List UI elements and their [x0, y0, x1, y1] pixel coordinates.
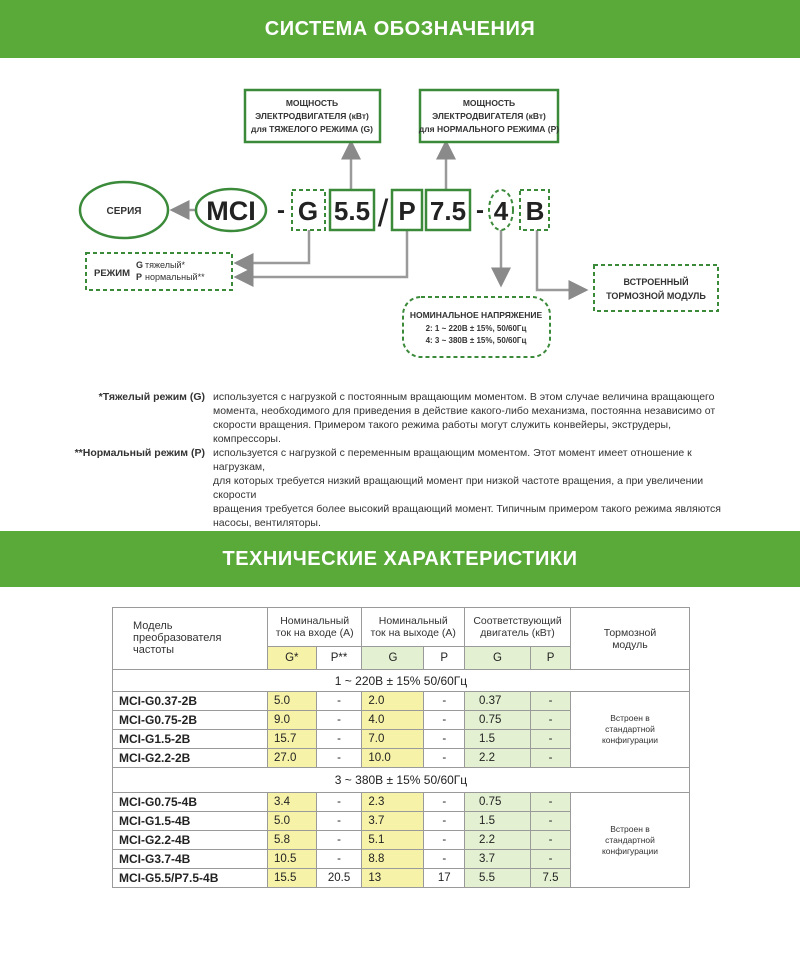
code-p-value: 7.5: [429, 196, 467, 226]
cell-in-p: -: [316, 850, 362, 869]
mode-label: РЕЖИМ: [94, 268, 131, 279]
code-dash-1: -: [277, 197, 285, 224]
brake-note-line: Встроен в: [610, 713, 650, 723]
brake-note-line: стандартной: [605, 724, 655, 734]
cell-motor-g: 0.75: [465, 793, 531, 812]
cell-motor-p: -: [531, 749, 571, 768]
cell-motor-g: 1.5: [465, 812, 531, 831]
code-slash: /: [377, 193, 389, 235]
cell-out-p: -: [424, 793, 465, 812]
sub-header-cell: P: [424, 647, 465, 670]
voltage-title: НОМИНАЛЬНОЕ НАПРЯЖЕНИЕ: [409, 310, 543, 320]
heavy-line: используется с нагрузкой с постоянным вращающим моментом. В этом случае величина вращающего: [213, 391, 715, 403]
cell-motor-p: -: [531, 850, 571, 869]
voltage-line1: 2: 1 ~ 220В ± 15%, 50/60Гц: [425, 324, 527, 333]
brake-note-line: конфигурации: [601, 845, 659, 856]
cell-in-g: 5.0: [268, 692, 317, 711]
code-g-value: 5.5: [333, 196, 371, 226]
cell-motor-p: -: [531, 812, 571, 831]
normal-power-line3: для НОРМАЛЬНОГО РЕЖИМА (P): [418, 124, 560, 134]
sub-header-cell: G: [465, 647, 531, 670]
table-row: [113, 692, 690, 711]
cell-motor-g: 2.2: [465, 831, 531, 850]
cell-motor-g: 5.5: [465, 869, 531, 888]
brake-note-line: Встроен в: [610, 823, 650, 834]
model-cell: MCI-G2.2-4B: [113, 831, 268, 850]
cell-out-p: -: [424, 831, 465, 850]
header-input-current: [268, 608, 362, 647]
cell-in-p: -: [316, 692, 362, 711]
sub-header-cell: P: [531, 647, 571, 670]
brake-line1: ВСТРОЕННЫЙ: [623, 277, 689, 287]
heavy-power-line1: МОЩНОСТЬ: [285, 98, 339, 108]
cell-motor-p: -: [531, 692, 571, 711]
normal-mode-definition: [213, 446, 723, 530]
cell-motor-p: -: [531, 793, 571, 812]
section-title-specs: ТЕХНИЧЕСКИЕ ХАРАКТЕРИСТИКИ: [0, 531, 800, 587]
cell-in-g: 15.7: [268, 730, 317, 749]
cell-motor-p: -: [531, 831, 571, 850]
group-header-380v: 3 ~ 380В ± 15% 50/60Гц: [113, 768, 690, 793]
header-brake: [571, 608, 690, 670]
cell-in-p: -: [316, 730, 362, 749]
cell-out-g: 2.0: [362, 692, 424, 711]
code-mci: MCI: [206, 196, 256, 226]
cell-motor-g: 0.37: [465, 692, 531, 711]
brake-line2: ТОРМОЗНОЙ МОДУЛЬ: [606, 291, 706, 301]
table-row: [113, 793, 690, 812]
group-header-220v: 1 ~ 220В ± 15% 50/60Гц: [113, 670, 690, 692]
normal-line: для которых требуется низкий вращающий момент при низкой частоте вращения, а при увеличении скорости: [213, 475, 704, 501]
code-dash-2: -: [476, 197, 484, 224]
heavy-line: скорости вращения. Примером такого режима работы могут служить конвейеры, экструдеры, компрессоры.: [213, 419, 671, 445]
heavy-mode-definition: [213, 390, 723, 446]
cell-out-p: -: [424, 812, 465, 831]
cell-out-g: 13: [362, 869, 424, 888]
header-line: ток на выходе (А): [370, 627, 456, 639]
cell-in-g: 5.8: [268, 831, 317, 850]
cell-in-p: -: [316, 831, 362, 850]
header-line: модуль: [612, 638, 648, 651]
cell-out-p: -: [424, 730, 465, 749]
brake-note-380v: [571, 793, 690, 888]
model-cell: MCI-G0.75-4B: [113, 793, 268, 812]
mode-p: P: [136, 272, 143, 282]
mode-p-text: нормальный**: [145, 272, 205, 282]
cell-in-g: 10.5: [268, 850, 317, 869]
normal-power-line1: МОЩНОСТЬ: [462, 98, 516, 108]
header-line: ток на входе (А): [275, 627, 354, 639]
section-title-designation: СИСТЕМА ОБОЗНАЧЕНИЯ: [0, 0, 800, 58]
sub-header-cell: G*: [268, 647, 317, 670]
cell-motor-g: 1.5: [465, 730, 531, 749]
heavy-line: момента, необходимого для приведения в действие какого-либо механизма, постоянна независимо от: [213, 405, 716, 417]
normal-power-line2: ЭЛЕКТРОДВИГАТЕЛЯ (кВт): [432, 111, 546, 121]
cell-out-g: 2.3: [362, 793, 424, 812]
designation-diagram: [0, 60, 800, 370]
header-output-current: [362, 608, 465, 647]
model-cell: MCI-G0.37-2B: [113, 692, 268, 711]
cell-motor-p: -: [531, 730, 571, 749]
header-model-line: Модель: [133, 620, 173, 632]
heavy-power-line2: ЭЛЕКТРОДВИГАТЕЛЯ (кВт): [255, 111, 369, 121]
cell-out-p: 17: [424, 869, 465, 888]
mode-g-text: тяжелый*: [145, 260, 185, 270]
cell-out-g: 3.7: [362, 812, 424, 831]
code-b: B: [525, 196, 545, 226]
series-label: СЕРИЯ: [106, 206, 142, 217]
cell-in-g: 9.0: [268, 711, 317, 730]
cell-out-p: -: [424, 749, 465, 768]
brake-note-line: конфигурации: [601, 735, 659, 745]
cell-in-g: 5.0: [268, 812, 317, 831]
cell-motor-g: 0.75: [465, 711, 531, 730]
cell-out-p: -: [424, 850, 465, 869]
cell-in-p: 20.5: [316, 869, 362, 888]
cell-in-p: -: [316, 749, 362, 768]
spec-table: [112, 607, 690, 888]
cell-out-p: -: [424, 692, 465, 711]
model-cell: MCI-G0.75-2B: [113, 711, 268, 730]
cell-in-p: -: [316, 793, 362, 812]
cell-out-g: 5.1: [362, 831, 424, 850]
cell-out-g: 10.0: [362, 749, 424, 768]
code-g: G: [297, 196, 319, 226]
header-motor: [465, 608, 571, 647]
cell-motor-g: 3.7: [465, 850, 531, 869]
model-cell: MCI-G1.5-4B: [113, 812, 268, 831]
cell-in-g: 3.4: [268, 793, 317, 812]
cell-in-g: 15.5: [268, 869, 317, 888]
code-p: P: [398, 196, 416, 226]
brake-note-line: стандартной: [605, 834, 655, 845]
cell-motor-p: -: [531, 711, 571, 730]
header-line: Номинальный: [378, 615, 448, 627]
normal-line: вращения требуется более высокий вращающий момент. Типичным примером такого режима являются: [213, 503, 721, 515]
brake-note-220v: [571, 692, 690, 768]
cell-in-p: -: [316, 812, 362, 831]
cell-out-p: -: [424, 711, 465, 730]
header-line: Номинальный: [280, 615, 350, 627]
brake-box: [594, 265, 718, 311]
heavy-mode-term: *Тяжелый режим (G): [98, 391, 205, 403]
sub-header-cell: G: [362, 647, 424, 670]
cell-motor-p: 7.5: [531, 869, 571, 888]
normal-line: насосы, вентиляторы.: [213, 517, 321, 529]
cell-out-g: 4.0: [362, 711, 424, 730]
model-cell: MCI-G3.7-4B: [113, 850, 268, 869]
header-model: [113, 608, 268, 670]
cell-in-p: -: [316, 711, 362, 730]
header-line: Тормозной: [603, 626, 657, 639]
header-line: Соответствующий: [473, 615, 562, 627]
header-model-line: частоты: [133, 644, 175, 656]
header-line: двигатель (кВт): [480, 627, 555, 639]
cell-in-g: 27.0: [268, 749, 317, 768]
normal-line: используется с нагрузкой с переменным вращающим моментом. Этот момент имеет отношение к нагрузкам,: [213, 447, 692, 473]
voltage-line2: 4: 3 ~ 380В ± 15%, 50/60Гц: [425, 336, 527, 345]
mode-g: G: [136, 260, 144, 270]
model-cell: MCI-G1.5-2B: [113, 730, 268, 749]
code-voltage: 4: [493, 196, 509, 226]
header-model-line: преобразователя: [133, 632, 222, 644]
heavy-power-line3: для ТЯЖЕЛОГО РЕЖИМА (G): [251, 124, 373, 134]
model-cell: MCI-G5.5/P7.5-4B: [113, 869, 268, 888]
normal-mode-term: **Нормальный режим (P): [74, 447, 205, 459]
cell-out-g: 7.0: [362, 730, 424, 749]
model-cell: MCI-G2.2-2B: [113, 749, 268, 768]
cell-out-g: 8.8: [362, 850, 424, 869]
sub-header-cell: P**: [316, 647, 362, 670]
cell-motor-g: 2.2: [465, 749, 531, 768]
